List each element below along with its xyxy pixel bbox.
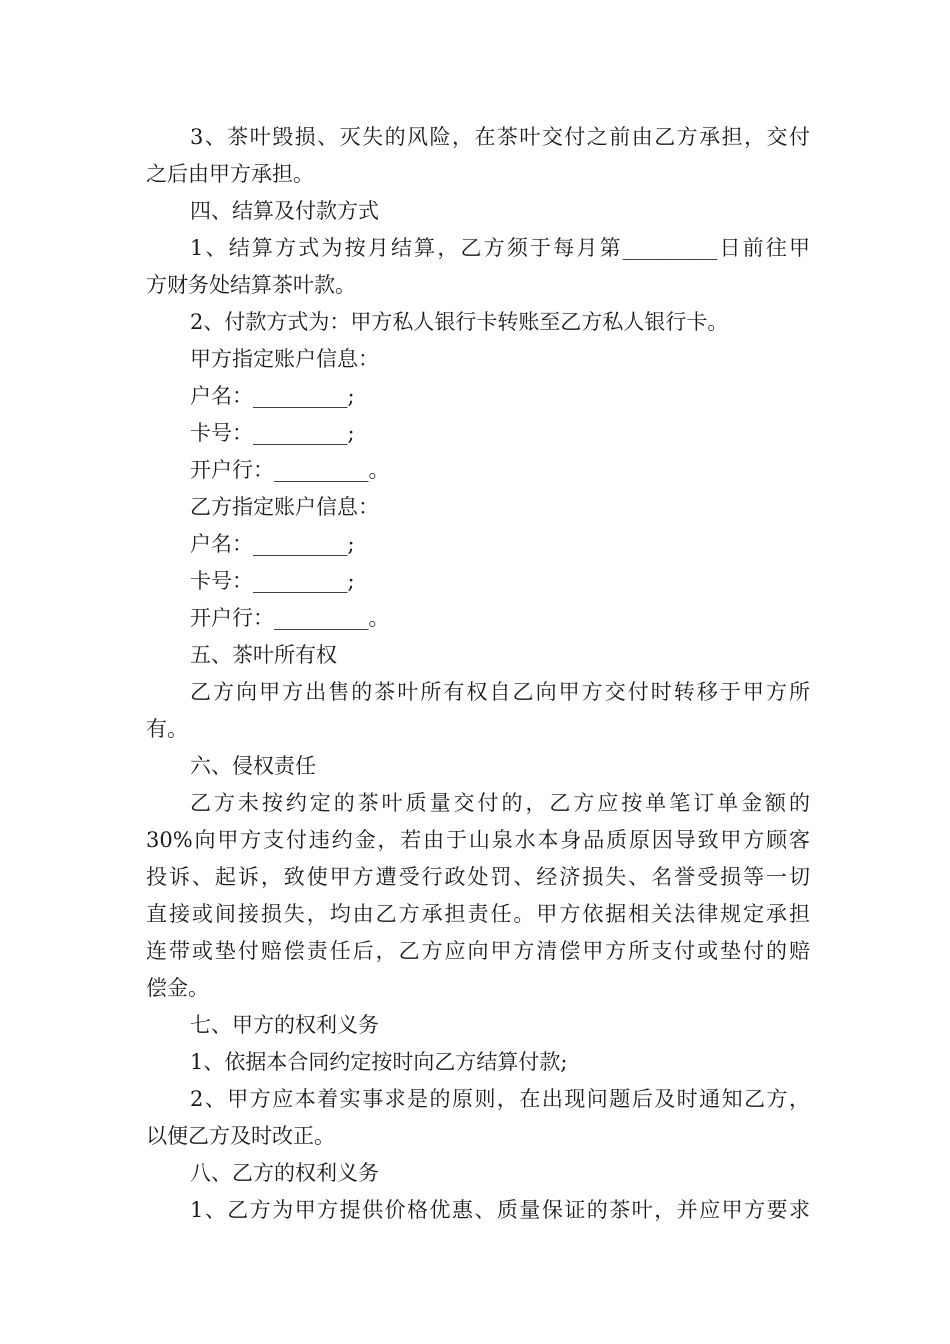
text-line: 之后由甲方承担。 xyxy=(146,162,314,186)
text-line: 投诉、起诉，致使甲方遭受行政处罚、经济损失、名誉受损等一切 xyxy=(146,865,810,889)
text-line: 乙方未按约定的茶叶质量交付的，乙方应按单笔订单金额的 xyxy=(190,791,810,815)
text-line: 有。 xyxy=(146,717,188,741)
text-line: 1、结算方式为按月结算，乙方须于每月第_________日前往甲 xyxy=(190,236,810,260)
text-line: 户名：_________; xyxy=(190,532,355,556)
text-line: 开户行：_________。 xyxy=(190,606,390,630)
section-heading: 四、结算及付款方式 xyxy=(190,199,379,223)
text-line: 以便乙方及时改正。 xyxy=(146,1124,335,1148)
text-line: 乙方指定账户信息： xyxy=(190,495,379,519)
text-line: 户名：_________; xyxy=(190,384,355,408)
text-line: 方财务处结算茶叶款。 xyxy=(146,273,356,297)
text-line: 偿金。 xyxy=(146,976,209,1000)
text-line: 卡号：_________; xyxy=(190,569,355,593)
section-heading: 七、甲方的权利义务 xyxy=(190,1013,379,1037)
text-line: 卡号：_________; xyxy=(190,421,355,445)
text-line: 3、茶叶毁损、灭失的风险，在茶叶交付之前由乙方承担，交付 xyxy=(190,125,810,149)
text-line: 开户行：_________。 xyxy=(190,458,390,482)
text-line: 直接或间接损失，均由乙方承担责任。甲方依据相关法律规定承担 xyxy=(146,902,810,926)
text-line: 乙方向甲方出售的茶叶所有权自乙向甲方交付时转移于甲方所 xyxy=(190,680,810,704)
text-line: 1、乙方为甲方提供价格优惠、质量保证的茶叶，并应甲方要求 xyxy=(190,1198,810,1222)
section-heading: 五、茶叶所有权 xyxy=(190,643,337,667)
text-line: 2、甲方应本着实事求是的原则，在出现问题后及时通知乙方， xyxy=(190,1087,810,1111)
section-heading: 八、乙方的权利义务 xyxy=(190,1161,379,1185)
text-line: 1、依据本合同约定按时向乙方结算付款; xyxy=(190,1050,568,1074)
text-line: 甲方指定账户信息： xyxy=(190,347,379,371)
text-line: 连带或垫付赔偿责任后，乙方应向甲方清偿甲方所支付或垫付的赔 xyxy=(146,939,810,963)
text-line: 30%向甲方支付违约金，若由于山泉水本身品质原因导致甲方顾客 xyxy=(146,828,810,852)
section-heading: 六、侵权责任 xyxy=(190,754,316,778)
text-line: 2、付款方式为：甲方私人银行卡转账至乙方私人银行卡。 xyxy=(190,310,729,334)
